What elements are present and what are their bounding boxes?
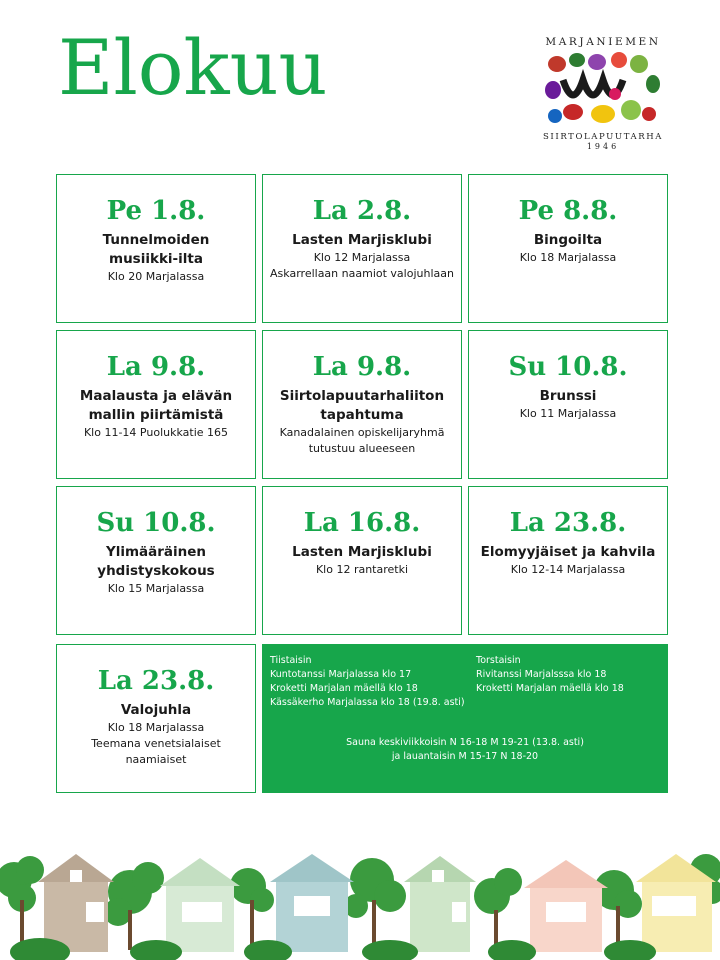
- event-card: [56, 644, 256, 793]
- event-info: Klo 12 Marjalassa: [313, 251, 411, 264]
- thursday-item: Rivitanssi Marjalsssa klo 18: [476, 669, 607, 680]
- event-name: Brunssi: [539, 388, 597, 404]
- event-card: [468, 330, 668, 479]
- event-date: Su 10.8.: [96, 508, 216, 538]
- event-calendar-grid: [56, 174, 668, 794]
- event-info: Kanadalainen opiskelijaryhmä: [279, 426, 445, 439]
- tuesday-item: Kuntotanssi Marjalassa klo 17: [270, 669, 412, 680]
- event-card: [56, 330, 256, 479]
- event-name: Lasten Marjisklubi: [292, 544, 432, 560]
- event-date: La 16.8.: [303, 508, 421, 538]
- event-info: Klo 11 Marjalassa: [519, 407, 617, 420]
- tuesday-item: Kässäkerho Marjalassa klo 18 (19.8. asti): [270, 697, 465, 708]
- event-name: Ylimääräinen yhdistyskokous: [97, 544, 215, 579]
- event-date: La 23.8.: [509, 508, 627, 538]
- event-date: La 9.8.: [106, 352, 206, 382]
- event-name: Valojuhla: [120, 702, 192, 718]
- event-name: Siirtolapuutarhaliiton tapahtuma: [279, 388, 445, 423]
- event-card: [262, 486, 462, 635]
- event-info: Klo 11-14 Puolukkatie 165: [83, 426, 229, 439]
- event-info: Klo 18 Marjalassa: [107, 721, 205, 734]
- thursday-item: Kroketti Marjalan mäellä klo 18: [476, 683, 624, 694]
- event-name: Tunnelmoiden musiikki-ilta: [102, 232, 210, 267]
- event-card: [468, 174, 668, 323]
- event-date: Pe 1.8.: [106, 196, 206, 226]
- event-name: Lasten Marjisklubi: [292, 232, 432, 248]
- page-title: Elokuu: [58, 23, 328, 112]
- event-card: [56, 486, 256, 635]
- weekly-activities-box: [262, 644, 668, 793]
- event-date: La 9.8.: [312, 352, 412, 382]
- event-info: Askarrellaan naamiot valojuhlaan: [270, 267, 454, 280]
- event-info: Klo 12-14 Marjalassa: [510, 563, 626, 576]
- logo-top-text: MARJANIEMEN: [545, 36, 661, 48]
- event-info: Klo 12 rantaretki: [315, 563, 409, 576]
- event-date: Su 10.8.: [508, 352, 628, 382]
- event-card: [262, 330, 462, 479]
- logo-year: 1946: [586, 142, 620, 151]
- event-date: La 2.8.: [312, 196, 412, 226]
- event-card: [262, 174, 462, 323]
- tuesday-activities: [270, 654, 465, 710]
- event-date: Pe 8.8.: [518, 196, 618, 226]
- event-name: Maalausta ja elävän mallin piirtämistä: [79, 388, 233, 423]
- tuesday-item: Kroketti Marjalan mäellä klo 18: [270, 683, 418, 694]
- sauna-line: ja lauantaisin M 15-17 N 18-20: [391, 751, 539, 762]
- logo-bottom-text: SIIRTOLAPUUTARHA: [542, 132, 663, 142]
- berries-illustration-icon: [543, 50, 663, 130]
- event-info: Teemana venetsialaiset: [91, 737, 221, 750]
- sauna-line: Sauna keskiviikkoisin N 16-18 M 19-21 (13.8. asti): [346, 737, 584, 748]
- event-info: Klo 20 Marjalassa: [107, 270, 205, 283]
- event-name: Elomyyjäiset ja kahvila: [480, 544, 656, 560]
- logo: [538, 36, 668, 158]
- thursday-heading: Torstaisin: [476, 655, 521, 666]
- event-info: naamiaiset: [125, 753, 187, 766]
- event-card: [56, 174, 256, 323]
- event-card: [468, 486, 668, 635]
- sauna-schedule: [262, 736, 668, 764]
- event-date: La 23.8.: [97, 666, 215, 696]
- thursday-activities: [476, 654, 624, 696]
- event-info: Klo 15 Marjalassa: [107, 582, 205, 595]
- event-info: Klo 18 Marjalassa: [519, 251, 617, 264]
- tuesday-heading: Tiistaisin: [270, 655, 312, 666]
- event-name: Bingoilta: [533, 232, 603, 248]
- event-info: tutustuu alueeseen: [308, 442, 416, 455]
- houses-illustration: [0, 840, 720, 960]
